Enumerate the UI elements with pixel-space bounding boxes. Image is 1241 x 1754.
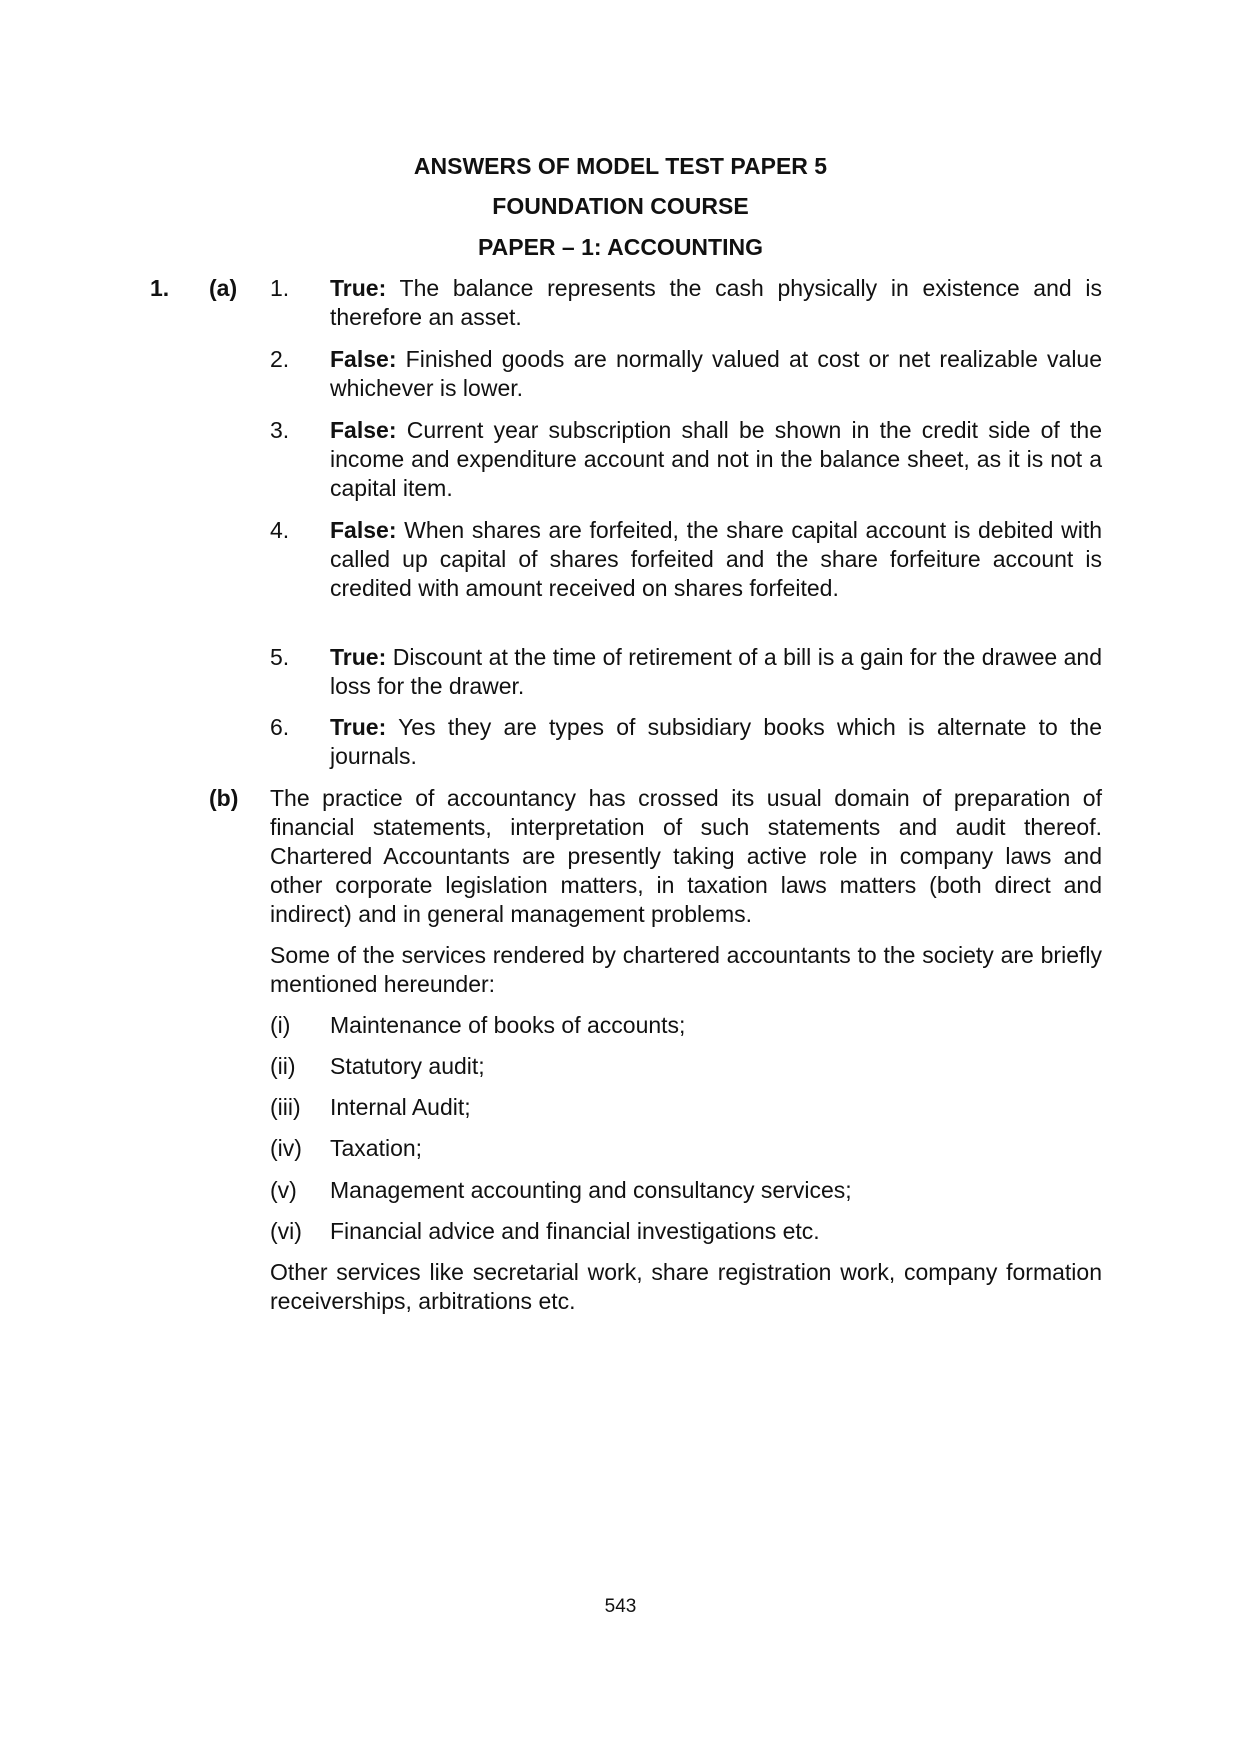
- part-b-paragraph-2: Some of the services rendered by chartered accountants to the society are briefly mentioned hereunder:: [270, 942, 1102, 997]
- answer-verdict: False:: [330, 417, 397, 443]
- question-number: 1.: [150, 275, 170, 301]
- service-list-number: (ii): [270, 1053, 296, 1079]
- service-list-item: Internal Audit;: [330, 1094, 471, 1120]
- service-list-item: Maintenance of books of accounts;: [330, 1012, 686, 1038]
- answer-text: When shares are forfeited, the share capital account is debited with called up capital of shares forfeited and the share forfeiture account is credited with amount received on shares forfeited.: [330, 517, 1102, 601]
- answer-text: The balance represents the cash physically in existence and is therefore an asset.: [330, 275, 1102, 330]
- answer-text: Yes they are types of subsidiary books which is alternate to the journals.: [330, 714, 1102, 769]
- service-list-item: Taxation;: [330, 1135, 423, 1161]
- answer-verdict: True:: [330, 714, 387, 740]
- answer-item-number: 1.: [270, 275, 290, 301]
- service-list-number: (i): [270, 1012, 291, 1038]
- part-b-label: (b): [209, 785, 239, 811]
- page-number: 543: [604, 1596, 637, 1617]
- answer-item: [330, 274, 1102, 332]
- answer-item: [330, 345, 1102, 403]
- part-a-label: (a): [209, 275, 238, 301]
- answer-item-number: 4.: [270, 517, 290, 543]
- part-b-paragraph-3: Other services like secretarial work, share registration work, company formation receiverships, arbitrations etc.: [270, 1259, 1102, 1314]
- part-b-paragraph-1: The practice of accountancy has crossed its usual domain of preparation of financial statements, interpretation of such statements and audit thereof. Chartered Accountants are presently taking active role in company laws and other corporate legislation matters, in taxation laws matters (both direct and indirect) and in general management problems.: [270, 785, 1102, 927]
- service-list-number: (v): [270, 1177, 297, 1203]
- answer-item: [330, 516, 1102, 603]
- answer-item: [330, 643, 1102, 701]
- service-list-item: Financial advice and financial investigations etc.: [330, 1218, 820, 1244]
- answer-text: Finished goods are normally valued at cost or net realizable value whichever is lower.: [330, 346, 1103, 401]
- title-course: FOUNDATION COURSE: [492, 193, 749, 219]
- answer-verdict: True:: [330, 644, 387, 670]
- title-paper: PAPER – 1: ACCOUNTING: [478, 234, 763, 260]
- answer-item-number: 2.: [270, 346, 290, 372]
- answer-text: Discount at the time of retirement of a bill is a gain for the drawee and loss for the drawer.: [330, 644, 1103, 699]
- answer-verdict: True:: [330, 275, 387, 301]
- answer-verdict: False:: [330, 346, 397, 372]
- answer-verdict: False:: [330, 517, 397, 543]
- service-list-item: Statutory audit;: [330, 1053, 485, 1079]
- service-list-number: (iii): [270, 1094, 301, 1120]
- service-list-item: Management accounting and consultancy services;: [330, 1177, 852, 1203]
- answer-item-number: 5.: [270, 644, 290, 670]
- answer-item-number: 3.: [270, 417, 290, 443]
- answer-item-number: 6.: [270, 714, 290, 740]
- title-answers: ANSWERS OF MODEL TEST PAPER 5: [413, 153, 828, 179]
- service-list-number: (vi): [270, 1218, 302, 1244]
- service-list-number: (iv): [270, 1135, 302, 1161]
- answer-text: Current year subscription shall be shown in the credit side of the income and expenditure account and not in the balance sheet, as it is not a capital item.: [330, 417, 1102, 501]
- answer-item: [330, 713, 1102, 771]
- answer-item: [330, 416, 1102, 503]
